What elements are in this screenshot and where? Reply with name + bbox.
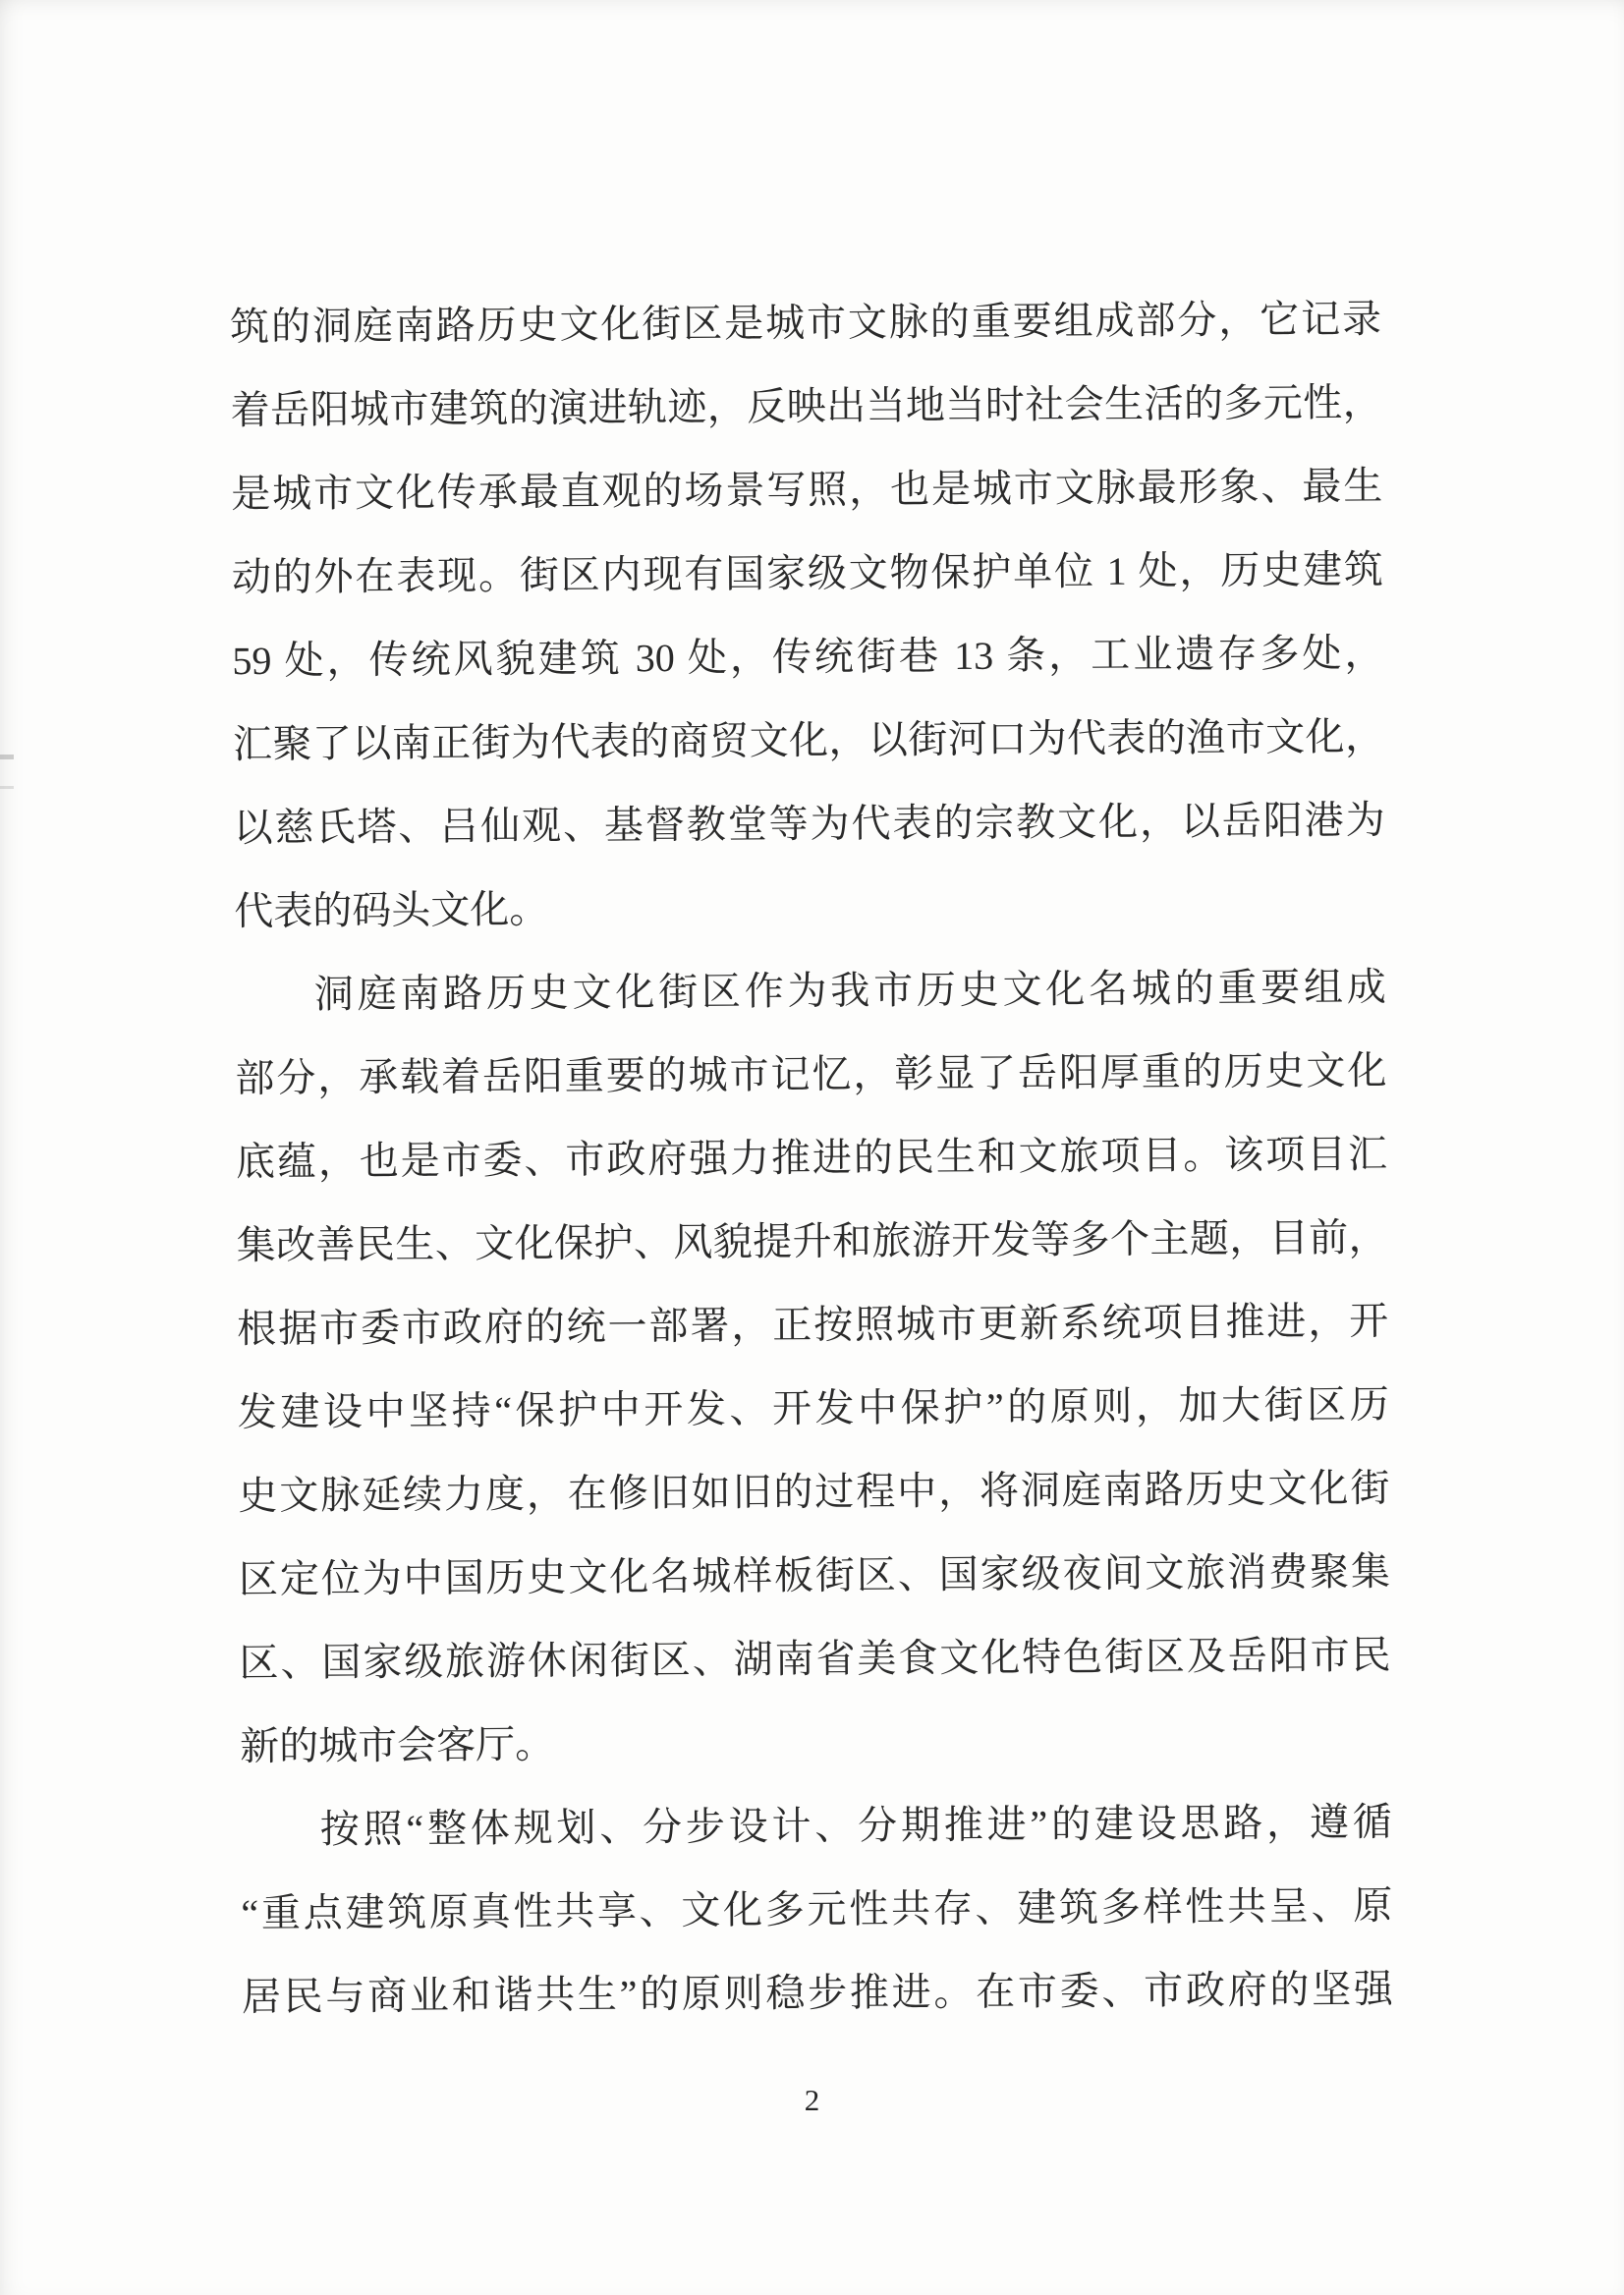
text-line: 代表的码头文化。 (234, 886, 549, 934)
text-line: 底蕴，也是市委、市政府强力推进的民生和文旅项目。该项目汇 (235, 1131, 1388, 1185)
paragraph (235, 945, 1392, 1788)
text-line: 发建设中坚持“保护中开发、开发中保护”的原则，加大街区历 (237, 1381, 1389, 1435)
text-line: 部分，承载着岳阳重要的城市记忆，彰显了岳阳厚重的历史文化 (235, 1047, 1387, 1101)
text-line: 根据市委市政府的统一部署，正按照城市更新系统项目推进，开 (237, 1298, 1389, 1352)
text-line: 史文脉延续力度，在修旧如旧的过程中，将洞庭南路历史文化街 (238, 1465, 1390, 1519)
text-line: 汇聚了以南正街为代表的商贸文化，以街河口为代表的渔市文化， (232, 713, 1385, 767)
scan-artifact (0, 755, 14, 759)
paragraph (230, 277, 1386, 953)
page-number: 2 (804, 2083, 820, 2117)
text-line: 动的外在表现。街区内现有国家级文物保护单位 1 处，历史建筑 (231, 546, 1383, 600)
scan-artifact (0, 786, 14, 789)
paragraph (240, 1780, 1393, 2039)
document-body (230, 277, 1393, 2039)
text-line: 新的城市会客厅。 (240, 1721, 555, 1769)
text-line: 59 处，传统风貌建筑 30 处，传统街巷 13 条，工业遗存多处， (232, 630, 1384, 684)
text-line: 区定位为中国历史文化名城样板街区、国家级夜间文旅消费聚集 (238, 1548, 1391, 1602)
text-line: 着岳阳城市建筑的演进轨迹，反映出当地当时社会生活的多元性， (230, 379, 1382, 433)
text-line: 集改善民生、文化保护、风貌提升和旅游开发等多个主题，目前， (236, 1214, 1388, 1268)
text-line: 是城市文化传承最直观的场景写照，也是城市文脉最形象、最生 (231, 463, 1383, 517)
text-line: “重点建筑原真性共享、文化多元性共存、建筑多样性共呈、原 (241, 1882, 1393, 1936)
text-line: 按照“整体规划、分步设计、分期推进”的建设思路，遵循 (319, 1799, 1392, 1852)
text-line: 以慈氏塔、吕仙观、基督教堂等为代表的宗教文化，以岳阳港为 (233, 797, 1385, 851)
text-line: 居民与商业和谐共生”的原则稳步推进。在市委、市政府的坚强 (241, 1966, 1394, 2020)
text-line: 筑的洞庭南路历史文化街区是城市文脉的重要组成部分，它记录 (229, 296, 1382, 350)
text-line: 区、国家级旅游休闲街区、湖南省美食文化特色街区及岳阳市民 (239, 1632, 1391, 1686)
text-line: 洞庭南路历史文化街区作为我市历史文化名城的重要组成 (313, 964, 1386, 1017)
